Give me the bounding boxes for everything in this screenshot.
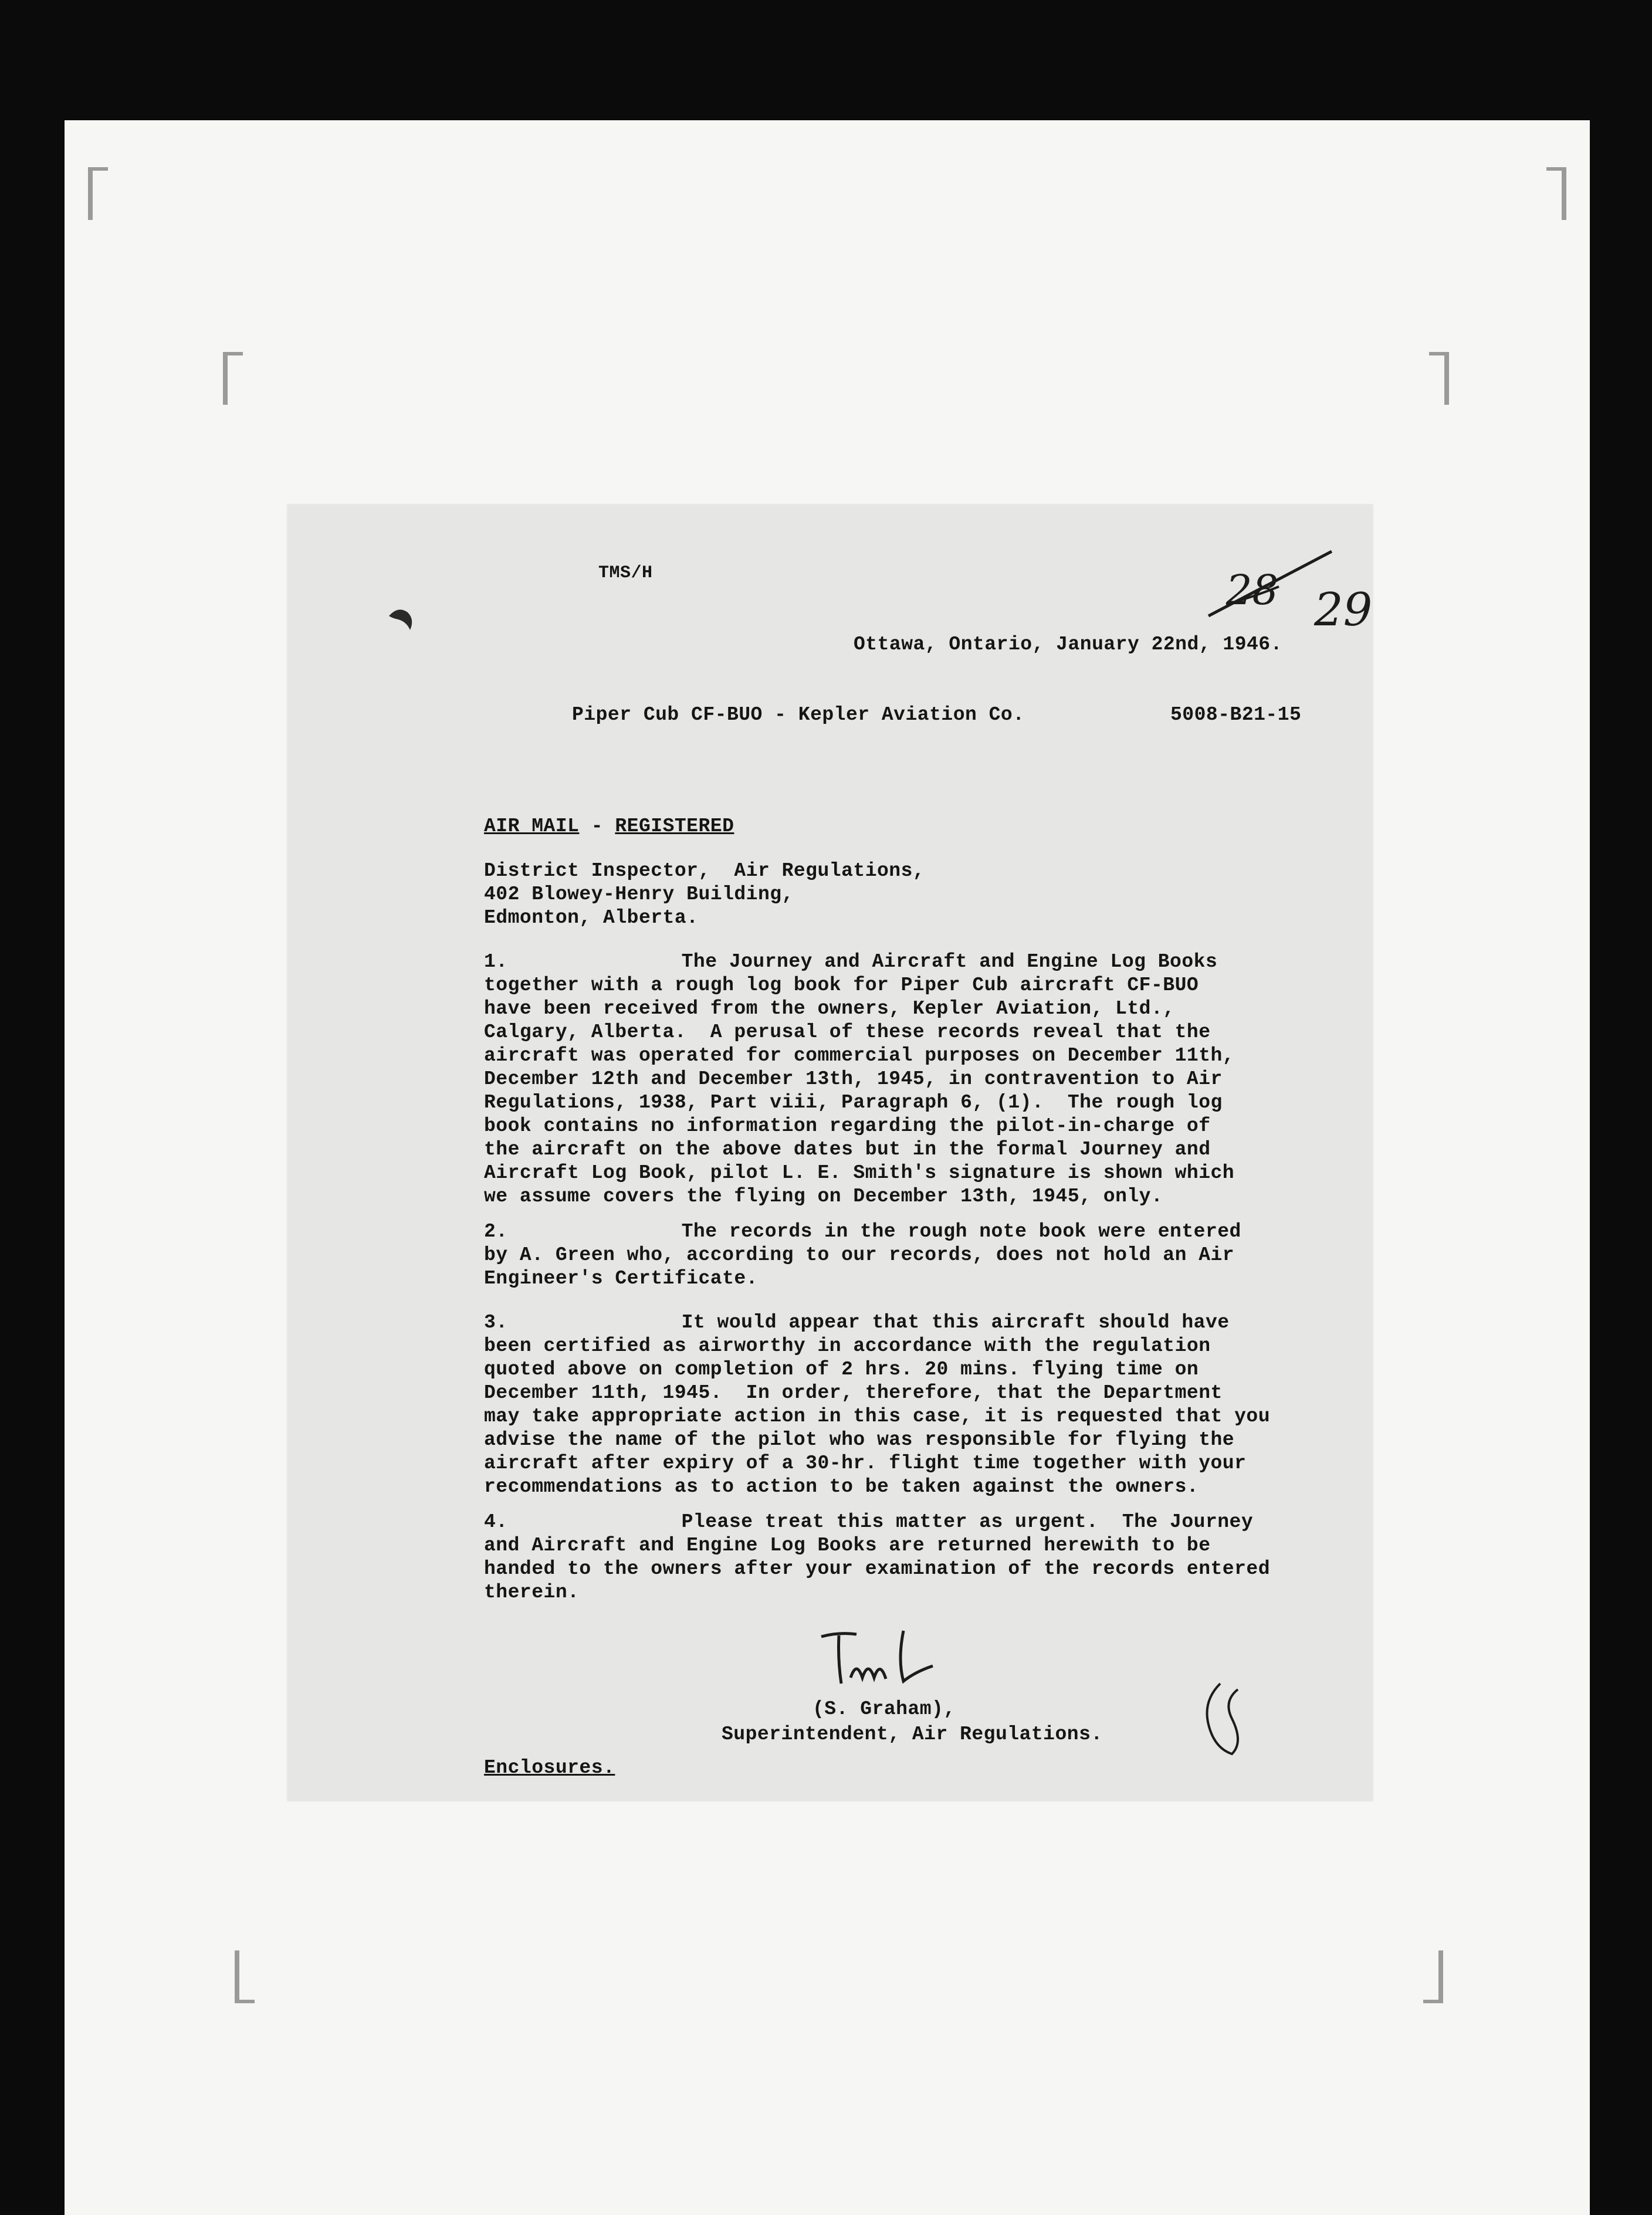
paragraph-2 (484, 1220, 1294, 1291)
paragraph-line: Regulations, 1938, Part viii, Paragraph 6, (1). The rough log (484, 1092, 1223, 1113)
handwritten-check-mark (1191, 1678, 1255, 1766)
crop-mark-inner-bottom-left (235, 1950, 255, 2003)
paragraph-line: book contains no information regarding the pilot-in-charge of (484, 1115, 1211, 1137)
crop-mark-inner-bottom-right (1423, 1950, 1443, 2003)
subject-line: Piper Cub CF-BUO - Kepler Aviation Co. (572, 704, 1025, 726)
punch-hole-mark (384, 604, 419, 639)
file-number: 5008-B21-15 (1170, 704, 1302, 726)
paragraph-line: together with a rough log book for Piper Cub aircraft CF-BUO (484, 974, 1199, 996)
reference-initials: TMS/H (598, 563, 653, 583)
signatory-title: Superintendent, Air Regulations. (722, 1723, 1103, 1745)
crop-mark-inner-top-left (223, 352, 243, 405)
recipient-line: 402 Blowey-Henry Building, (484, 883, 794, 905)
recipient-line: Edmonton, Alberta. (484, 907, 699, 929)
paragraph-line: 4. Please treat this matter as urgent. The Journey (484, 1511, 1254, 1533)
handwritten-initials-signature (815, 1625, 968, 1695)
paragraph-number: 4. (484, 1511, 508, 1533)
paragraph-3 (484, 1311, 1294, 1499)
paragraph-line: handed to the owners after your examination of the records entered (484, 1558, 1271, 1580)
date-line: Ottawa, Ontario, January 22nd, 1946. (854, 634, 1282, 655)
mail-method-air-mail: AIR MAIL (484, 815, 580, 837)
paragraph-line: and Aircraft and Engine Log Books are returned herewith to be (484, 1535, 1211, 1556)
paragraph-line: 3. It would appear that this aircraft should have (484, 1312, 1230, 1333)
paragraph-1 (484, 950, 1294, 1208)
paragraph-line: recommendations as to action to be taken against the owners. (484, 1476, 1199, 1498)
paragraph-line: aircraft was operated for commercial purposes on December 11th, (484, 1045, 1235, 1066)
crop-mark-top-right (1546, 167, 1566, 220)
signatory-name: (S. Graham), (813, 1698, 956, 1720)
paragraph-line: December 11th, 1945. In order, therefore, that the Department (484, 1382, 1223, 1404)
paragraph-number: 2. (484, 1221, 508, 1242)
paragraph-line: Aircraft Log Book, pilot L. E. Smith's signature is shown which (484, 1162, 1235, 1184)
letter-sheet (287, 504, 1373, 1801)
paragraph-line: we assume covers the flying on December 13th, 1945, only. (484, 1186, 1163, 1207)
paragraph-number: 3. (484, 1312, 508, 1333)
crop-mark-top-left (88, 167, 108, 220)
struck-page-number: 28 (1226, 566, 1279, 614)
paragraph-line: Calgary, Alberta. A perusal of these records reveal that the (484, 1021, 1211, 1043)
mail-method (484, 815, 734, 837)
paragraph-line: the aircraft on the above dates but in the formal Journey and (484, 1139, 1211, 1160)
crop-mark-inner-top-right (1429, 352, 1449, 405)
paragraph-line: may take appropriate action in this case, it is requested that you (484, 1405, 1271, 1427)
paragraph-line: 2. The records in the rough note book were entered (484, 1221, 1241, 1242)
paragraph-line: advise the name of the pilot who was responsible for flying the (484, 1429, 1235, 1451)
mail-method-registered: REGISTERED (615, 815, 734, 837)
mail-method-separator: - (579, 815, 615, 837)
enclosures-note: Enclosures. (484, 1757, 615, 1779)
paragraph-number: 1. (484, 951, 508, 973)
paragraph-line: December 12th and December 13th, 1945, in contravention to Air (484, 1068, 1223, 1090)
paragraph-line: Engineer's Certificate. (484, 1268, 758, 1289)
handwritten-page-number: 29 (1314, 584, 1373, 636)
paragraph-line: 1. The Journey and Aircraft and Engine Log Books (484, 951, 1218, 973)
recipient-address (484, 859, 1294, 930)
recipient-line: District Inspector, Air Regulations, (484, 860, 925, 882)
paragraph-line: been certified as airworthy in accordance with the regulation (484, 1335, 1211, 1357)
paragraph-line: by A. Green who, according to our records, does not hold an Air (484, 1244, 1235, 1266)
paragraph-line: therein. (484, 1581, 580, 1603)
paragraph-line: have been received from the owners, Kepler Aviation, Ltd., (484, 998, 1175, 1020)
paragraph-line: aircraft after expiry of a 30-hr. flight time together with your (484, 1452, 1247, 1474)
paragraph-line: quoted above on completion of 2 hrs. 20 mins. flying time on (484, 1359, 1199, 1380)
paragraph-4 (484, 1510, 1294, 1604)
